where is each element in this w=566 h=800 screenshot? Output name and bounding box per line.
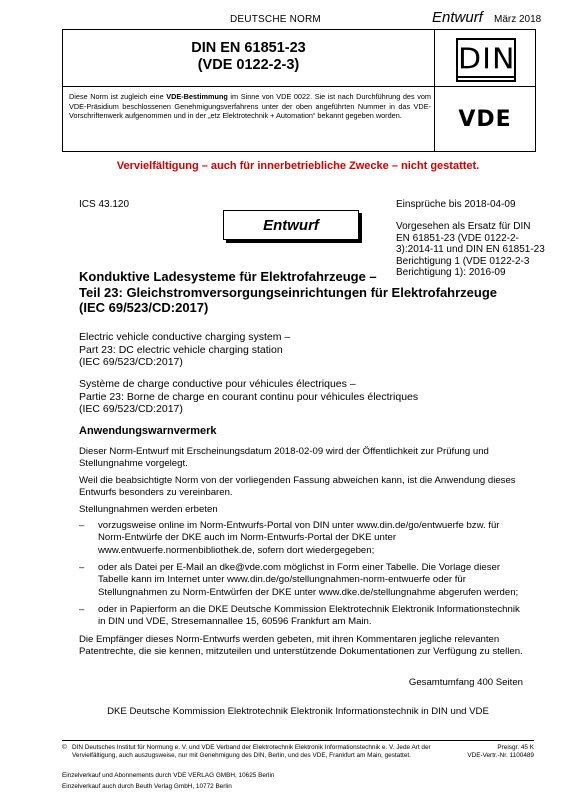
- vde-number: (VDE 0122-2-3): [197, 57, 300, 73]
- ics-code: ICS 43.120: [79, 199, 130, 210]
- reproduction-warning: Vervielfältigung – auch für innerbetriebliche Zwecke – nicht gestattet.: [116, 160, 480, 172]
- paragraph: Die Empfänger dieses Norm-Entwurfs werden gebeten, mit ihren Kommentaren jegliche relevanten Patentrechte, die sie kennen, mitzuteilen und unterstützende Dokumentationen zur Verfügung zu stellen.: [79, 634, 523, 658]
- title-en-line: (IEC 69/523/CD:2017): [79, 356, 183, 368]
- vde-note-bold: VDE-Bestimmung: [166, 92, 228, 101]
- paragraph: Dieser Norm-Entwurf mit Erscheinungsdatum 2018-02-09 wird der Öffentlichkeit zur Prüfung und Stellungnahme vorgelegt.: [79, 446, 489, 470]
- replacement-note: Vorgesehen als Ersatz für DIN EN 61851-23 (VDE 0122-2-3):2014-11 und DIN EN 61851-23 Berichtigung 1 (VDE 0122-2-3 Berichtigung 1): 2016-09: [396, 221, 545, 278]
- title-de-line: (IEC 69/523/CD:2017): [79, 300, 209, 315]
- title-french: [79, 378, 539, 416]
- header-norm-label: DEUTSCHE NORM: [230, 14, 321, 25]
- application-warning-heading: Anwendungswarnvermerk: [79, 425, 217, 437]
- header-date: März 2018: [494, 14, 542, 25]
- vde-note: [69, 92, 431, 121]
- title-fr-line: Système de charge conductive pour véhicules électriques –: [79, 378, 356, 390]
- paragraph: Stellungnahmen werden erbeten: [79, 504, 218, 515]
- vde-note-suffix: im Sinne von VDE 0022. Sie ist nach Durchführung des vom VDE-Präsidium beschlossenen Genehmigungsverfahrens unter der oben angeführten Nummer in das VDE-Vorschriftenwerk aufgenommen und in der „etz Elektrotechnik + Automation“ bekannt gegeben worden.: [69, 92, 431, 121]
- sales-note: Einzelverkauf auch durch Beuth Verlag GmbH, 10772 Berlin: [62, 783, 232, 790]
- din-logo: [456, 38, 516, 82]
- vde-logo: VDE: [458, 106, 512, 132]
- list-item-text: oder als Datei per E-Mail an dke@vde.com möglichst in Form einer Tabelle. Die Vorlage dieser Tabelle kann im Internet unter www.din.de/go/stellungnahmen-norm-entwuerfe oder für Stellungnahmen zu Norm-Entwürfen der DKE unter www.dke.de/stellungnahme abgerufen werden;: [98, 562, 519, 598]
- standard-number: [63, 40, 434, 74]
- title-fr-line: (IEC 69/523/CD:2017): [79, 403, 183, 415]
- list-item: [79, 604, 527, 629]
- header-status: Entwurf: [432, 9, 483, 26]
- footer-price: [460, 744, 534, 760]
- standard-header-box: [62, 29, 536, 152]
- vde-vertr-nr: VDE-Vertr.-Nr. 1100489: [467, 751, 534, 759]
- sales-note: Einzelverkauf und Abonnements durch VDE VERLAG GMBH, 10625 Berlin: [62, 772, 275, 779]
- title-en-line: Electric vehicle conductive charging system –: [79, 331, 291, 343]
- list-item-text: oder in Papierform an die DKE Deutsche Kommission Elektrotechnik Elektronik Informationstechnik in DIN und VDE, Stresemannallee 15, 60596 Frankfurt am Main.: [98, 604, 520, 628]
- title-english: [79, 331, 539, 369]
- din-logo-text: DIN: [458, 42, 516, 77]
- title-en-line: Part 23: DC electric vehicle charging station: [79, 343, 283, 356]
- title-de-line: Konduktive Ladesysteme für Elektrofahrzeuge –: [79, 269, 377, 284]
- title-fr-line: Partie 23: Borne de charge en courant continu pour véhicules électriques: [79, 390, 419, 403]
- objection-deadline: Einsprüche bis 2018-04-09: [396, 199, 516, 210]
- copyright-text: DIN Deutsches Institut für Normung e. V. und VDE Verband der Elektrotechnik Elektronik Informationstechnik e. V. Jede Art der Vervielfältigung, auch auszugsweise, nur mit Genehmigung des DIN, Berlin, und des VDE, Frankfurt am Main, gestattet.: [72, 744, 431, 759]
- paragraph: Weil die beabsichtigte Norm von der vorliegenden Fassung abweichen kann, ist die Anwendung dieses Entwurfs besonders zu vereinbaren.: [79, 475, 516, 499]
- list-dash: –: [79, 520, 85, 531]
- list-item: [79, 562, 527, 599]
- footer-divider: [62, 740, 534, 741]
- title-german: [79, 269, 549, 316]
- dke-line: DKE Deutsche Kommission Elektrotechnik Elektronik Informationstechnik in DIN und VDE: [107, 706, 489, 717]
- copyright-icon: ©: [62, 744, 67, 751]
- page-count: Gesamtumfang 400 Seiten: [408, 677, 523, 688]
- list-item-text: vorzugsweise online im Norm-Entwurfs-Portal von DIN unter www.din.de/go/entwuerfe bzw. für Norm-Entwürfe der DKE auch im Norm-Entwurfs-Portal der DKE unter www.entwuerfe.normenbibliothek.de, sofern dort wiedergegeben;: [98, 520, 500, 556]
- din-number: DIN EN 61851-23: [191, 40, 306, 56]
- list-dash: –: [79, 562, 85, 573]
- draft-stamp: Entwurf: [223, 210, 359, 240]
- price-group: Preisgr. 45 K: [497, 744, 534, 751]
- title-de-line: Teil 23: Gleichstromversorgungseinrichtungen für Elektrofahrzeuge: [79, 284, 498, 300]
- din-logo-underline: [458, 76, 514, 78]
- list-dash: –: [79, 604, 85, 615]
- list-item: [79, 520, 527, 557]
- vde-note-prefix: Diese Norm ist zugleich eine: [69, 92, 167, 101]
